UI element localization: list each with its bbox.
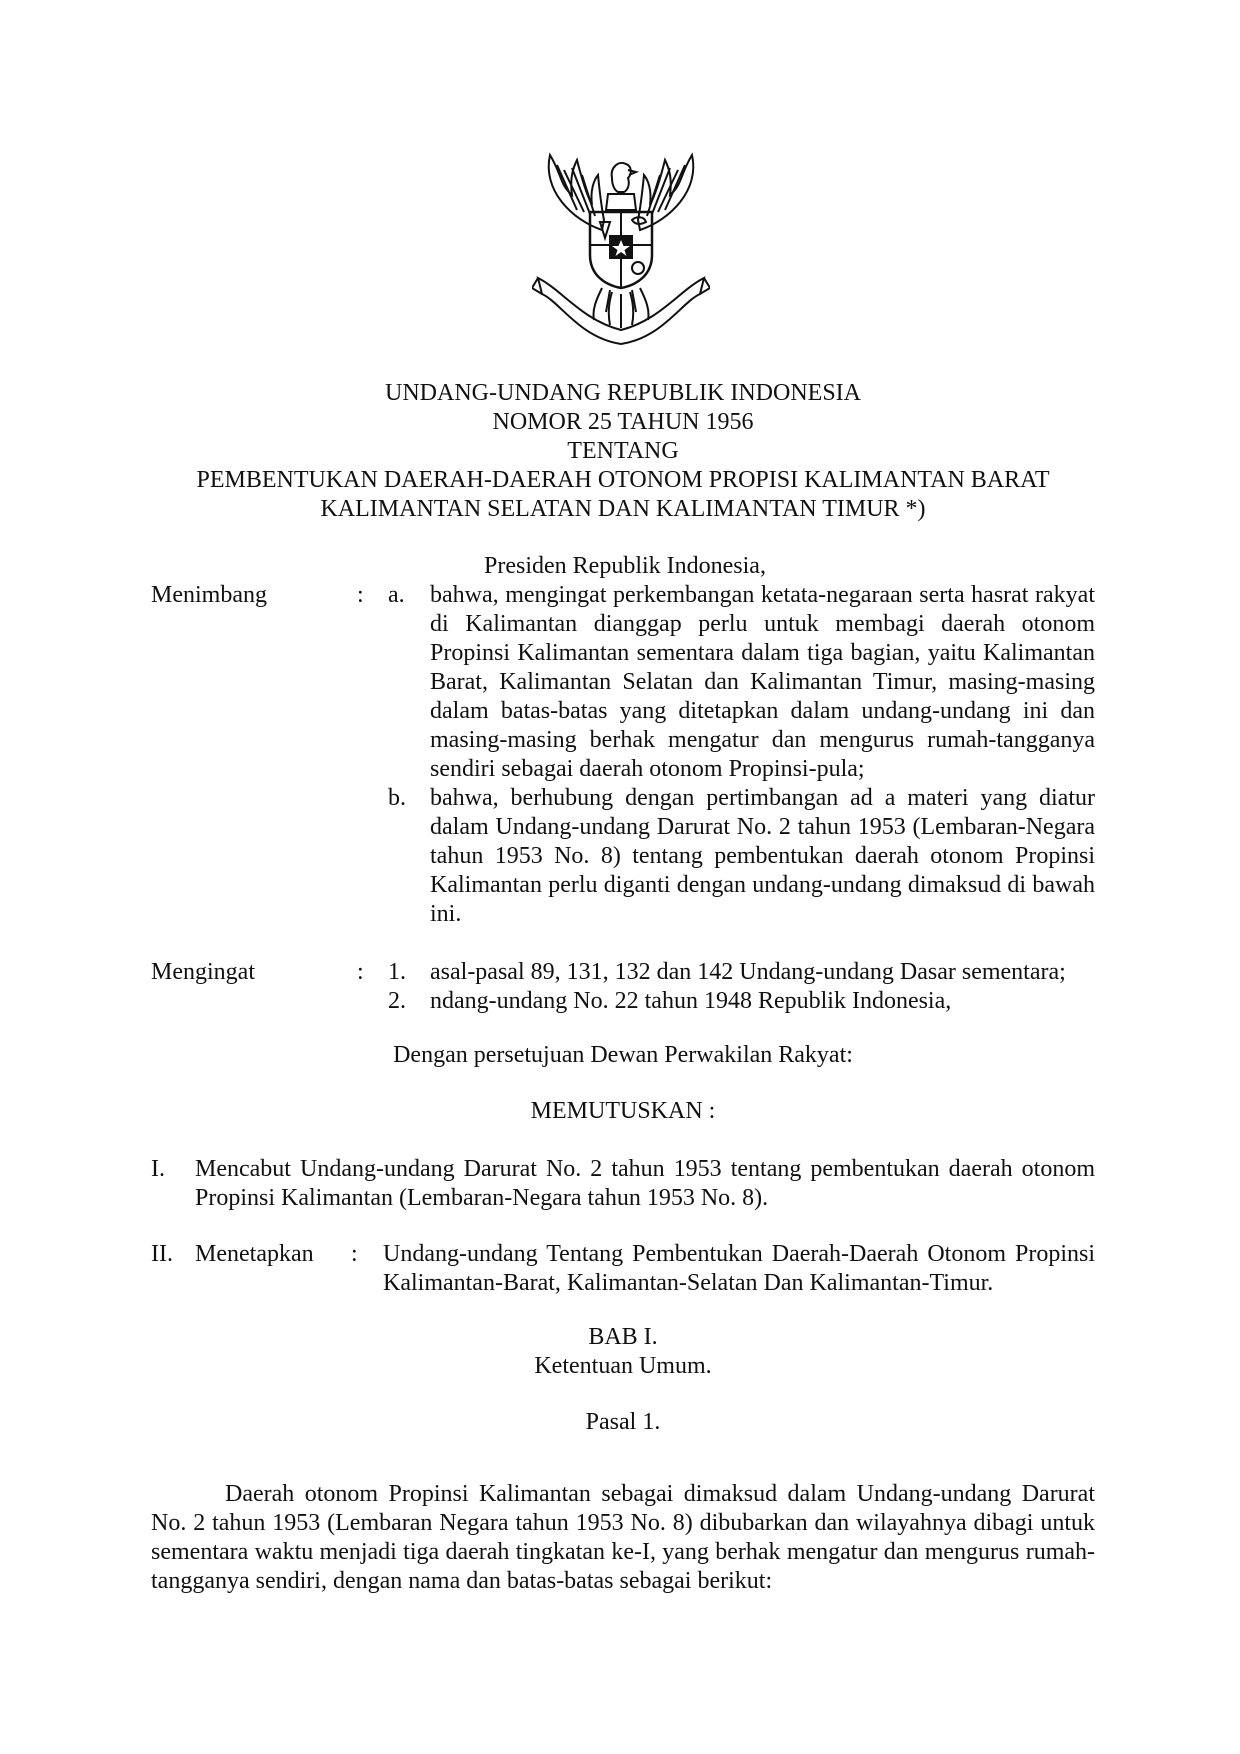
decision-ii-text: Undang-undang Tentang Pembentukan Daerah-Daerah Otonom Propinsi Kalimantan-Barat, Kalimantan-Selatan Dan Kalimantan-Timur. (383, 1241, 1095, 1296)
menimbang-item-b-letter: b. (388, 785, 406, 811)
title-line-3: TENTANG (567, 438, 679, 464)
menimbang-item-a-letter: a. (388, 582, 405, 608)
president-line: Presiden Republik Indonesia, (484, 553, 766, 579)
title-line-1: UNDANG-UNDANG REPUBLIK INDONESIA (385, 380, 861, 406)
menimbang-item-a-text: bahwa, mengingat perkembangan ketata-negaraan serta hasrat rakyat di Kalimantan dianggap perlu untuk membagi daerah otonom Propinsi Kalimantan sementara dalam tiga bagian, yaitu Kalimantan Barat, Kalimantan Selatan dan Kalimantan Timur, masing-masing dalam batas-batas yang ditetapkan dalam undang-undang ini dan masing-masing berhak mengatur dan mengurus rumah-tangganya sendiri sebagai daerah otonom Propinsi-pula; (430, 582, 1095, 782)
garuda-emblem-icon (532, 150, 710, 348)
pasal-1-paragraph: Daerah otonom Propinsi Kalimantan sebagai dimaksud dalam Undang-undang Darurat No. 2 tahun 1953 (Lembaran Negara tahun 1953 No. 8) dibubarkan dan wilayahnya dibagi untuk sementara waktu menjadi tiga daerah tingkatan ke-I, yang berhak mengatur dan mengurus rumah-tangganya sendiri, dengan nama dan batas-batas sebagai berikut: (151, 1481, 1095, 1594)
document-title (151, 379, 1095, 524)
bab-subtitle: Ketentuan Umum. (534, 1353, 712, 1379)
decision-ii-colon: : (351, 1241, 358, 1267)
decision-i-number: I. (151, 1156, 165, 1182)
menimbang-colon: : (357, 582, 364, 608)
decision-ii-label: Menetapkan (195, 1241, 314, 1267)
bab-title: BAB I. (588, 1324, 658, 1350)
persetujuan-line: Dengan persetujuan Dewan Perwakilan Rakyat: (393, 1042, 853, 1068)
mengingat-item-2-num: 2. (388, 988, 406, 1014)
menimbang-item-b-text: bahwa, berhubung dengan pertimbangan ad a materi yang diatur dalam Undang-undang Darurat No. 2 tahun 1953 (Lembaran-Negara tahun 1953 No. 8) tentang pembentukan daerah otonom Propinsi Kalimantan perlu diganti dengan undang-undang dimaksud di bawah ini. (430, 785, 1095, 927)
memutuskan-heading: MEMUTUSKAN : (530, 1098, 716, 1124)
pasal-heading: Pasal 1. (585, 1409, 661, 1435)
mengingat-item-1-text: asal-pasal 89, 131, 132 dan 142 Undang-undang Dasar sementara; (430, 959, 1066, 985)
mengingat-item-2-text: ndang-undang No. 22 tahun 1948 Republik Indonesia, (430, 988, 952, 1014)
menimbang-label: Menimbang (151, 582, 267, 608)
title-line-5: KALIMANTAN SELATAN DAN KALIMANTAN TIMUR *) (320, 496, 926, 522)
title-line-4: PEMBENTUKAN DAERAH-DAERAH OTONOM PROPISI KALIMANTAN BARAT (196, 467, 1050, 493)
mengingat-label: Mengingat (151, 959, 255, 985)
decision-i-text: Mencabut Undang-undang Darurat No. 2 tahun 1953 tentang pembentukan daerah otonom Propinsi Kalimantan (Lembaran-Negara tahun 1953 No. 8). (195, 1156, 1095, 1211)
title-line-2: NOMOR 25 TAHUN 1956 (492, 409, 754, 435)
decision-ii-number: II. (151, 1241, 173, 1267)
mengingat-item-1-num: 1. (388, 959, 406, 985)
mengingat-colon: : (357, 959, 364, 985)
